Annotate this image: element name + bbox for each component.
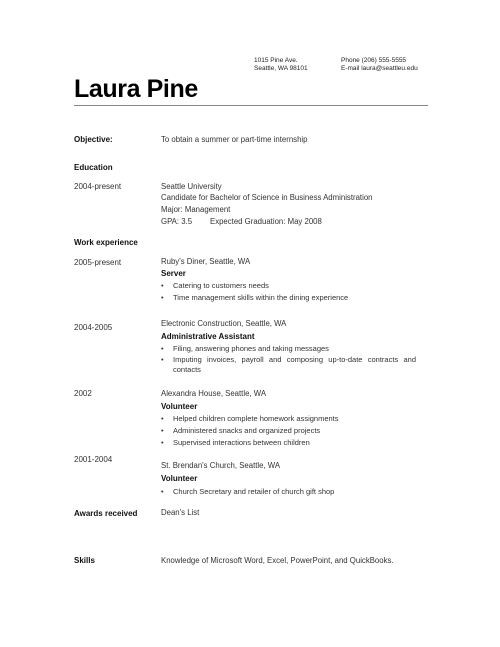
awards-heading: Awards received — [74, 509, 138, 518]
job-role: Administrative Assistant — [161, 332, 255, 341]
objective-text: To obtain a summer or part-time internship — [161, 135, 308, 144]
work-experience-heading: Work experience — [74, 238, 138, 247]
skills-text: Knowledge of Microsoft Word, Excel, PowerPoint, and QuickBooks. — [161, 556, 394, 565]
job-duty: • Helped children complete homework assignments — [161, 413, 416, 425]
gpa-text: GPA: 3.5 — [161, 217, 193, 226]
job-employer: Ruby's Diner, Seattle, WA — [161, 257, 251, 266]
job-employer: St. Brendan's Church, Seattle, WA — [161, 461, 281, 470]
major-text: Major: Management — [161, 205, 231, 214]
awards-text: Dean's List — [161, 508, 200, 517]
job-employer: Alexandra House, Seattle, WA — [161, 389, 267, 398]
job-duties-list — [161, 413, 416, 449]
job-duty: • Administered snacks and organized projects — [161, 425, 416, 437]
graduation-text: Expected Graduation: May 2008 — [210, 217, 322, 226]
job-date: 2002 — [74, 389, 92, 398]
job-duty: • Imputing invoices, payroll and composing up-to-date contracts and contacts — [161, 355, 416, 375]
job-duties-list — [161, 486, 416, 498]
job-role: Server — [161, 269, 186, 278]
job-role: Volunteer — [161, 402, 198, 411]
job-duty: • Supervised interactions between children — [161, 437, 416, 449]
school-name: Seattle University — [161, 182, 222, 191]
degree-text: Candidate for Bachelor of Science in Business Administration — [161, 193, 373, 202]
address-line-1: 1015 Pine Ave. — [254, 57, 298, 64]
job-employer: Electronic Construction, Seattle, WA — [161, 319, 287, 328]
job-date: 2004-2005 — [74, 323, 113, 332]
objective-heading: Objective: — [74, 135, 113, 144]
job-duty: • Time management skills within the dining experience — [161, 292, 416, 304]
education-date: 2004-present — [74, 182, 122, 191]
phone-text: Phone (206) 555-5555 — [341, 57, 407, 64]
job-role: Volunteer — [161, 474, 198, 483]
job-duties-list — [161, 343, 416, 375]
address-line-2: Seattle, WA 98101 — [254, 65, 308, 72]
applicant-name: Laura Pine — [74, 75, 198, 103]
job-duty: • Catering to customers needs — [161, 280, 416, 292]
skills-heading: Skills — [74, 556, 95, 565]
job-date: 2005-present — [74, 258, 122, 267]
education-heading: Education — [74, 163, 113, 172]
job-date: 2001-2004 — [74, 455, 113, 464]
job-duties-list — [161, 280, 416, 304]
address-block — [254, 57, 308, 73]
job-duty: • Church Secretary and retailer of church gift shop — [161, 486, 416, 498]
header-divider — [74, 105, 428, 106]
job-duty: • Filing, answering phones and taking messages — [161, 343, 416, 355]
phone-email-block — [341, 57, 418, 73]
email-text: E-mail laura@seattleu.edu — [341, 65, 418, 72]
